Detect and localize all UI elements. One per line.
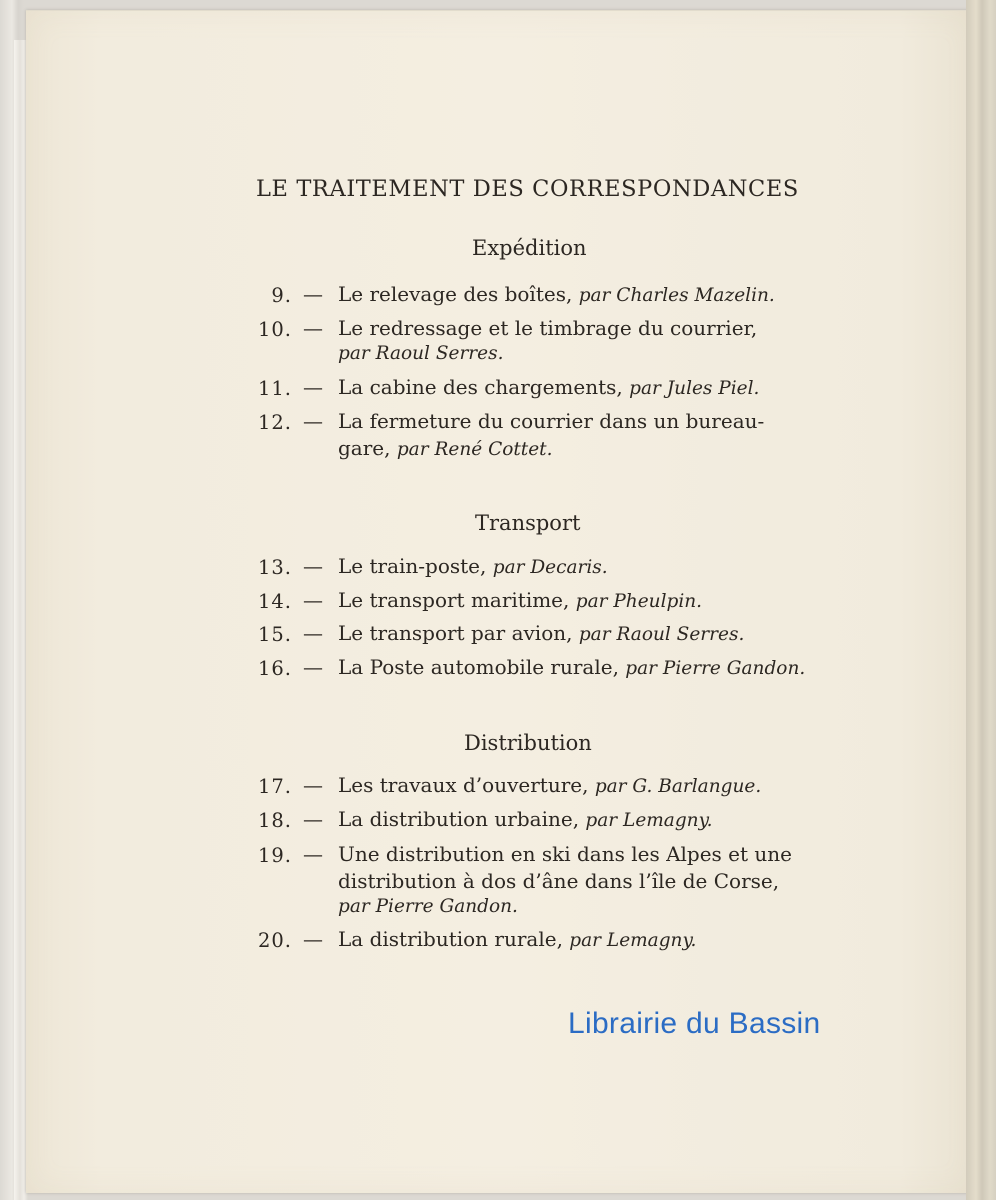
entry-text: Le redressage et le timbrage du courrier, [338,316,758,340]
entry-number: 14. [257,590,292,613]
entry-dash: — [303,621,323,645]
entry-dash: — [303,375,323,399]
entry-number: 11. [257,377,292,400]
entry-number: 17. [257,775,292,798]
entry-text: La Poste automobile rurale, par Pierre Gandon. [338,655,806,679]
entry-dash: — [303,773,323,797]
watermark-text: Librairie du Bassin [568,1007,821,1040]
entry-number: 10. [257,318,292,341]
entry-number: 20. [257,929,292,952]
entry-text: La distribution rurale, par Lemagny. [338,927,697,951]
entry-text: Le train-poste, par Decaris. [338,554,608,578]
entry-author: par Raoul Serres. [338,343,504,364]
entry-dash: — [303,588,323,612]
entry-text: Une distribution en ski dans les Alpes et une [338,842,793,866]
entry-number: 13. [257,556,292,579]
entry-text: Le transport maritime, par Pheulpin. [338,588,703,612]
entry-text: Le relevage des boîtes, par Charles Mazelin. [338,282,775,306]
entry-dash: — [303,554,323,578]
page-heading: LE TRAITEMENT DES CORRESPONDANCES [256,176,799,202]
entry-number: 9. [271,284,292,307]
entry-number: 19. [257,844,292,867]
entry-number: 18. [257,809,292,832]
section-title-distribution: Distribution [464,731,592,755]
entry-number: 12. [257,411,292,434]
entry-dash: — [303,282,323,306]
entry-dash: — [303,842,323,866]
entry-dash: — [303,655,323,679]
entry-dash: — [303,927,323,951]
entry-number: 15. [257,623,292,646]
entry-text: La distribution urbaine, par Lemagny. [338,807,713,831]
entry-text: Le transport par avion, par Raoul Serres. [338,621,745,645]
entry-dash: — [303,409,323,433]
entry-text-continued: distribution à dos d’âne dans l’île de Corse, [338,869,780,893]
entry-text-continued: gare, par René Cottet. [338,436,553,460]
entry-author: par Pierre Gandon. [338,896,518,917]
section-title-transport: Transport [475,511,581,535]
entry-number: 16. [257,657,292,680]
entry-dash: — [303,807,323,831]
section-title-expedition: Expédition [472,236,587,260]
entry-dash: — [303,316,323,340]
entry-text: Les travaux d’ouverture, par G. Barlangue. [338,773,762,797]
entry-text: La fermeture du courrier dans un bureau- [338,409,765,433]
entry-text: La cabine des chargements, par Jules Piel. [338,375,760,399]
